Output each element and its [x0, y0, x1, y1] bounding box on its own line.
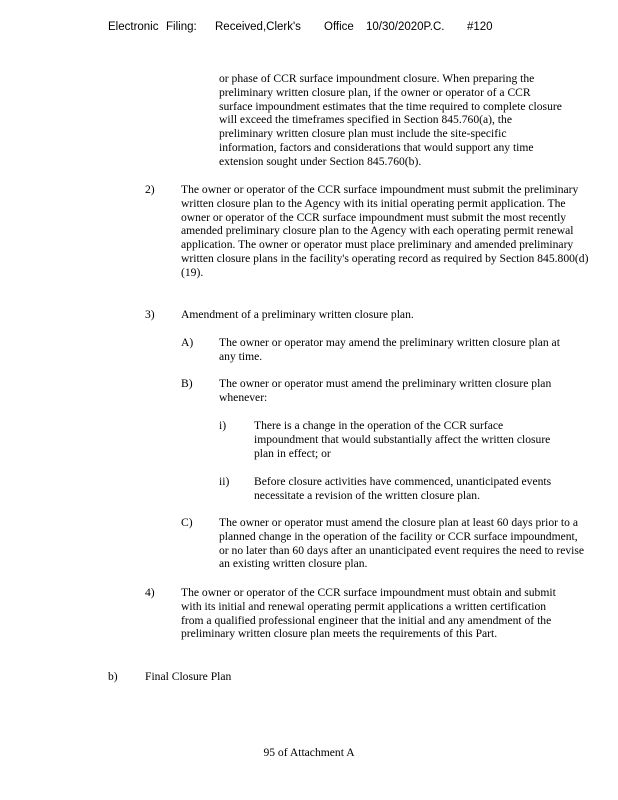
item-b-text: The owner or operator must amend the preliminary written closure plan whenever: [219, 377, 552, 404]
header-received: Received,Clerk's [215, 21, 301, 33]
item-ii-text: Before closure activities have commenced, unanticipated events necessitate a revision of the written closure plan. [254, 475, 552, 502]
header-filing: Filing: [166, 21, 197, 33]
header-office: Office [324, 21, 354, 33]
item-ii-label: ii) [219, 475, 230, 488]
item-4-text: The owner or operator of the CCR surface impoundment must obtain and submit with its initial and renewal operating permit applications a written certification from a qualified professional engineer that the initial and any amendment of the preliminary written closure plan meets the requirements of this Part. [181, 586, 556, 641]
header-date: 10/30/2020P.C. [366, 21, 445, 33]
section-b-label: b) [108, 670, 118, 683]
item-2-text: The owner or operator of the CCR surface impoundment must submit the preliminary written closure plan to the Agency with its initial operating permit application. The owner or operator of the CCR surface impoundment must submit the most recently amended preliminary closure plan to the Agency with each operating permit renewal application. The owner or operator must place preliminary and amended preliminary written closure plans in the facility's operating record as required by Section 845.800(d)(19). [181, 183, 589, 279]
item-b-label: B) [181, 377, 193, 390]
page-footer [0, 746, 618, 760]
item-3-text: Amendment of a preliminary written closure plan. [181, 308, 414, 321]
item-2-label: 2) [145, 183, 155, 196]
page-number-label: 95 of Attachment A [263, 746, 355, 759]
header-electronic: Electronic [108, 21, 159, 33]
item-i-text: There is a change in the operation of the CCR surface impoundment that would substantially affect the written closure plan in effect; or [254, 419, 551, 460]
item-a-text: The owner or operator may amend the preliminary written closure plan at any time. [219, 336, 560, 363]
item-c-label: C) [181, 516, 193, 529]
item-i-label: i) [219, 419, 227, 432]
continuation-paragraph: or phase of CCR surface impoundment closure. When preparing the preliminary written closure plan, if the owner or operator of a CCR surface impoundment estimates that the time required to complete closure will exceed the timeframes specified in Section 845.760(a), the preliminary written closure plan must include the site-specific information, factors and considerations that would support any time extension sought under Section 845.760(b). [219, 72, 562, 168]
item-4-label: 4) [145, 586, 155, 599]
header-number: #120 [467, 21, 493, 33]
item-a-label: A) [181, 336, 194, 349]
item-3-label: 3) [145, 308, 155, 321]
item-c-text: The owner or operator must amend the closure plan at least 60 days prior to a planned change in the operation of the facility or CCR surface impoundment, or no later than 60 days after an unanticipated event requires the need to revise an existing written closure plan. [219, 516, 585, 571]
section-b-heading: Final Closure Plan [145, 670, 232, 683]
